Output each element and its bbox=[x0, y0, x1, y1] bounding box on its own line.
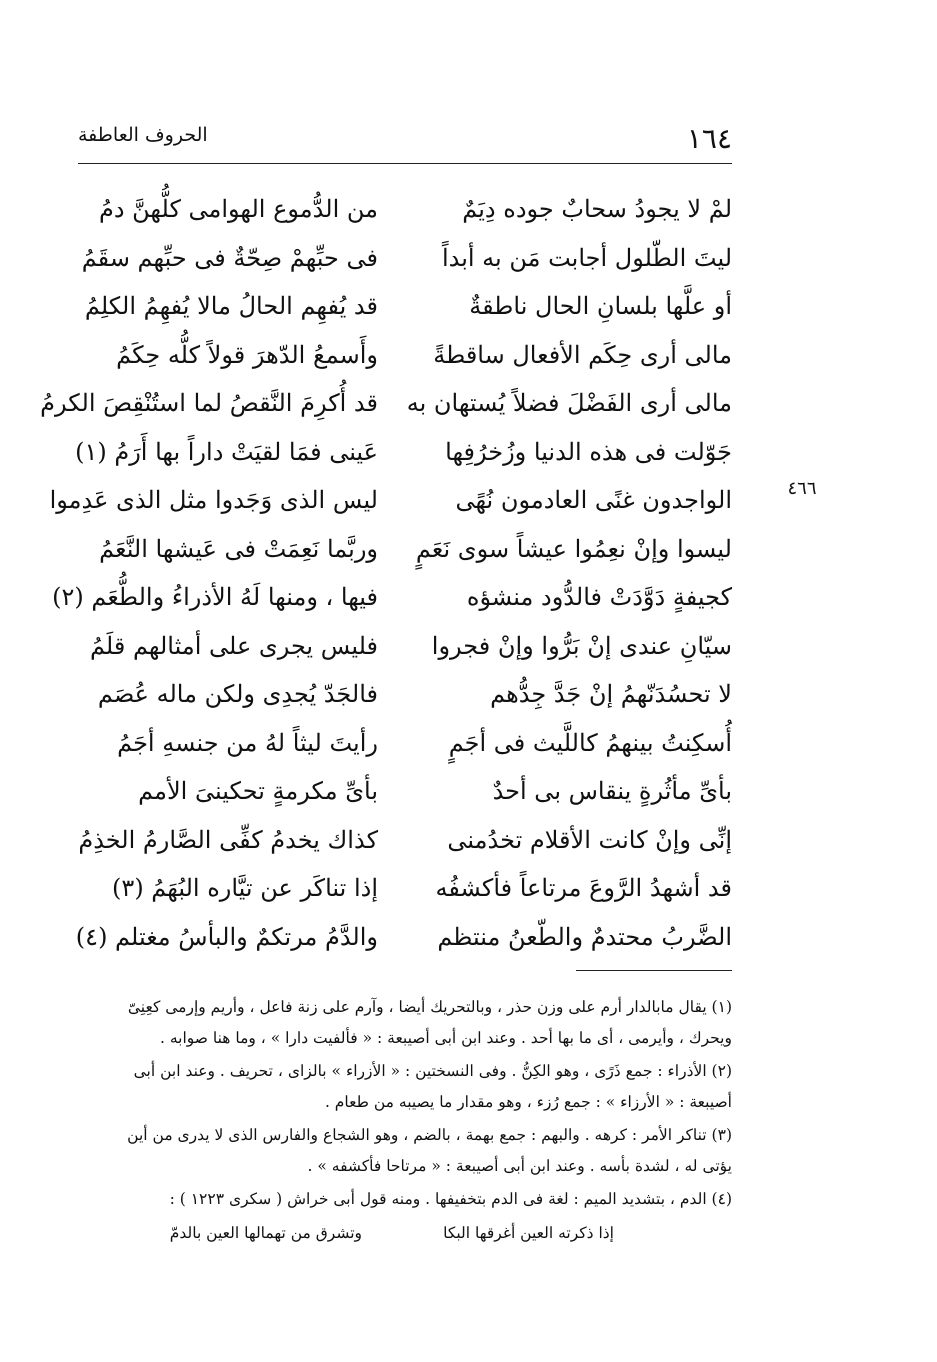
footnote-verse-first-hemistich: إذا ذكرته العين أغرقها البكا bbox=[443, 1224, 614, 1242]
verse-right-10: سيّانِ عندى إنْ بَرُّوا وإنْ فجروا bbox=[431, 632, 732, 660]
verse-right-15: قد أشهدُ الرَّوعَ مرتاعاً فأكشفُه bbox=[435, 874, 732, 902]
footnote-line-2: ويحرك ، وأيرمى ، أى ما بها أحد . وعند ابن أبى أصيبعة : « فألفيت دارا » ، وما هنا صوابه . bbox=[159, 1029, 732, 1047]
verse-right-9: كجيفةٍ دَوَّدَتْ فالدُّود منشؤه bbox=[466, 583, 732, 611]
footnote-verse-second-hemistich: وتشرق من تهمالها العين بالدمّ bbox=[169, 1224, 362, 1242]
footnote-line-5: (٣) تناكر الأمر : كرهه . والبهم : جمع بهمة ، بالضم ، وهو الشجاع والفارس الذى لا يدرى من أين bbox=[127, 1126, 732, 1144]
verse-right-5: مالى أرى الفَضْلَ فضلاً يُستهان به bbox=[406, 389, 732, 417]
verse-right-12: أُسكِنتُ بينهمُ كاللَّيث فى أجَمٍ bbox=[448, 729, 732, 757]
verse-right-3: أو علَّها بلسانِ الحال ناطقةٌ bbox=[469, 292, 732, 320]
verse-left-2: فى حبِّهمْ صِحّةٌ فى حبِّهم سقَمُ bbox=[81, 244, 378, 272]
verse-right-1: لمْ لا يجودُ سحابٌ جوده دِيَمٌ bbox=[462, 195, 732, 223]
verse-right-14: إنِّى وإنْ كانت الأقلام تخدُمنى bbox=[447, 826, 732, 854]
page-number: ١٦٤ bbox=[686, 122, 732, 155]
verse-left-6: عَينى فمَا لقيَتْ داراً بها أَرَمُ (١) bbox=[75, 438, 378, 466]
verse-left-14: كذاك يخدمُ كفِّى الصَّارمُ الخذِمُ bbox=[78, 826, 378, 854]
verse-left-13: بأىِّ مكرمةٍ تحكينىَ الأمم bbox=[138, 777, 378, 805]
verse-left-16: والدَّمُ مرتكمٌ والبأسُ مغتلم (٤) bbox=[75, 923, 378, 951]
footnote-line-6: يؤتى له ، لشدة بأسه . وعند ابن أبى أصيبعة : « مرتاحا فأكشفه » . bbox=[307, 1157, 732, 1175]
footnotes bbox=[78, 992, 732, 1292]
verse-left-1: من الدُّموع الهوامى كلُّهنَّ دمُ bbox=[98, 195, 378, 223]
verse-left-7: ليس الذى وَجَدوا مثل الذى عَدِموا bbox=[49, 486, 378, 514]
poem-body bbox=[40, 182, 732, 951]
verse-right-2: ليتَ الطّلول أجابت مَن به أبداً bbox=[441, 244, 732, 272]
verse-left-12: رأيتَ ليثاً لهُ من جنسهِ أجَمُ bbox=[117, 729, 378, 757]
verse-left-5: قد أُكرِمَ النَّقصُ لما استُنْقِصَ الكرمُ bbox=[40, 389, 378, 417]
verse-left-4: وأَسمعُ الدّهرَ قولاً كلُّه حِكَمُ bbox=[116, 341, 378, 369]
verse-left-15: إذا تناكَر عن تيَّاره البُهَمُ (٣) bbox=[112, 874, 378, 902]
verse-right-7: الواجدون غنًى العادمون نُهًى bbox=[455, 486, 732, 514]
footnote-line-1: (١) يقال مابالدار أرم على وزن حذر ، وبالتحريك أيضا ، وآرم على زنة فاعل ، وأريم وإرمى كعِنِىّ bbox=[127, 998, 732, 1016]
header-rule bbox=[78, 163, 732, 164]
verse-right-13: بأىِّ مأثُرةٍ ينقاس بى أحدٌ bbox=[492, 777, 732, 805]
running-header-title: الحروف العاطفة bbox=[78, 124, 208, 146]
verse-left-11: فالجَدّ يُجدِى ولكن ماله عُصَم bbox=[97, 680, 378, 708]
verse-right-16: الضَّربُ محتدمٌ والطّعنُ منتظم bbox=[437, 923, 732, 951]
margin-reference-number: ٤٦٦ bbox=[787, 478, 817, 499]
footnote-verse bbox=[78, 1218, 732, 1248]
verse-right-4: مالى أرى حِكَم الأفعال ساقطةً bbox=[433, 341, 732, 369]
verse-left-3: قد يُفهِم الحالُ مالا يُفهِمُ الكلِمُ bbox=[84, 292, 378, 320]
verse-right-8: ليسوا وإنْ نعِمُوا عيشاً سوى نَعَمٍ bbox=[415, 535, 732, 563]
verse-left-10: فليس يجرى على أمثالهم قلَمُ bbox=[89, 632, 378, 660]
footnote-line-7: (٤) الدم ، بتشديد الميم : لغة فى الدم بتخفيفها . ومنه قول أبى خراش ( سكرى ١٢٢٣ ) : bbox=[169, 1190, 732, 1208]
verse-right-11: لا تحسُدَنّهمُ إنْ جَدَّ جِدُّهم bbox=[490, 680, 732, 708]
verse-left-8: وربَّما نَعِمَتْ فى عَيشها النَّعَمُ bbox=[99, 535, 378, 563]
footnote-rule bbox=[576, 970, 732, 971]
verse-right-6: جَوّلت فى هذه الدنيا وزُخرُفِها bbox=[445, 438, 732, 466]
footnote-line-3: (٢) الأذراء : جمع ذَرًى ، وهو الكِنُّ . وفى النسختين : « الأزراء » بالزاى ، تحريف . وعند ابن أبى bbox=[133, 1062, 732, 1080]
verse-left-9: فيها ، ومنها لَهُ الأذراءُ والطُّعَم (٢) bbox=[52, 583, 378, 611]
footnote-line-4: أصيبعة : « الأرزاء » : جمع رُزء ، وهو مقدار ما يصيبه من طعام . bbox=[324, 1093, 732, 1111]
